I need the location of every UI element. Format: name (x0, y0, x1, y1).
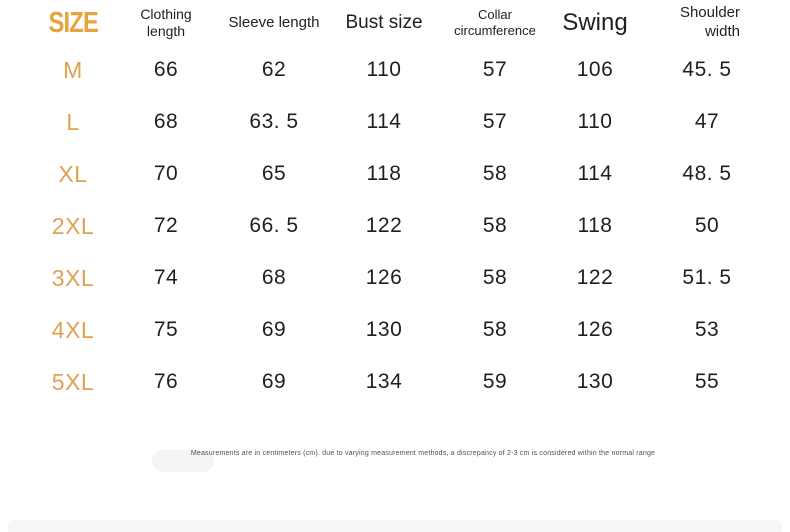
table-row (0, 44, 790, 96)
measurement-value: 68 (153, 110, 179, 133)
measurement-value: 55 (694, 370, 720, 393)
measurement-value: 57 (482, 110, 508, 133)
measurement-value: 110 (577, 110, 613, 133)
header-line: Collar (478, 6, 512, 22)
measurement-value: 50 (694, 214, 720, 237)
size-label: M (63, 56, 83, 83)
column-header-bust-size (324, 2, 432, 44)
column-header-collar-circumference (432, 2, 546, 44)
measurement-value: 68 (261, 266, 287, 289)
measurement-value: 118 (366, 162, 402, 185)
column-header-sleeve-length (212, 2, 324, 44)
measurement-value: 130 (365, 318, 403, 341)
header-line: width (704, 23, 740, 40)
header-line: Shoulder (679, 4, 740, 22)
measurement-value: 62 (261, 58, 287, 81)
table-row (0, 200, 790, 252)
measurement-value: 114 (366, 110, 402, 133)
measurement-value: 126 (576, 318, 614, 341)
measurement-value: 66 (153, 58, 179, 81)
column-header-swing (546, 2, 644, 44)
measurement-value: 57 (482, 58, 508, 81)
size-column-header (0, 2, 128, 44)
size-label: L (66, 108, 80, 135)
measurement-value: 66. 5 (249, 214, 299, 237)
measurement-value: 122 (576, 266, 614, 289)
measurement-value: 74 (153, 266, 179, 289)
measurement-value: 126 (365, 266, 403, 289)
measurement-value: 58 (482, 318, 508, 341)
table-header-row (0, 2, 790, 44)
measurement-value: 106 (576, 58, 614, 81)
measurement-value: 118 (577, 214, 613, 237)
measurement-value: 134 (365, 370, 403, 393)
measurement-value: 59 (482, 370, 508, 393)
header-line: length (146, 23, 186, 39)
header-line: circumference (454, 23, 536, 38)
measurement-value: 76 (153, 370, 179, 393)
header-line: Swing (562, 9, 628, 36)
measurement-value: 51. 5 (682, 266, 732, 289)
measurement-value: 69 (261, 318, 287, 341)
column-header-clothing-length (128, 2, 212, 44)
measurement-value: 58 (482, 266, 508, 289)
measurement-value: 122 (365, 214, 403, 237)
size-label: 5XL (51, 368, 95, 395)
measurement-value: 47 (694, 110, 720, 133)
header-line: Bust size (345, 12, 423, 34)
footnote: Measurements are in centimeters (cm). due to varying measurement methods, a discrepancy of 2-3 cm is considered within the normal range (190, 450, 656, 457)
measurement-value: 69 (261, 370, 287, 393)
table-row (0, 96, 790, 148)
bottom-bar (8, 520, 782, 532)
measurement-value: 48. 5 (682, 162, 732, 185)
size-column-header-label: SIZE (48, 6, 98, 39)
size-table-body (0, 44, 790, 408)
measurement-value: 130 (576, 370, 614, 393)
table-row (0, 252, 790, 304)
measurement-value: 58 (482, 162, 508, 185)
header-line: Clothing (140, 5, 192, 22)
size-chart (0, 2, 790, 532)
table-row (0, 304, 790, 356)
measurement-value: 75 (153, 318, 179, 341)
measurement-value: 114 (577, 162, 613, 185)
size-label: 2XL (51, 212, 95, 239)
size-label: XL (58, 160, 88, 187)
column-header-shoulder-width (644, 2, 790, 44)
measurement-value: 63. 5 (249, 110, 299, 133)
measurement-value: 72 (153, 214, 179, 237)
measurement-value: 70 (153, 162, 179, 185)
table-row (0, 356, 790, 408)
measurement-value: 110 (366, 58, 402, 81)
table-row (0, 148, 790, 200)
size-table (0, 2, 790, 408)
size-label: 3XL (51, 264, 95, 291)
measurement-value: 53 (694, 318, 720, 341)
measurement-value: 65 (261, 162, 287, 185)
header-line: Sleeve length (228, 13, 320, 31)
measurement-value: 58 (482, 214, 508, 237)
size-label: 4XL (51, 316, 95, 343)
measurement-value: 45. 5 (682, 58, 732, 81)
